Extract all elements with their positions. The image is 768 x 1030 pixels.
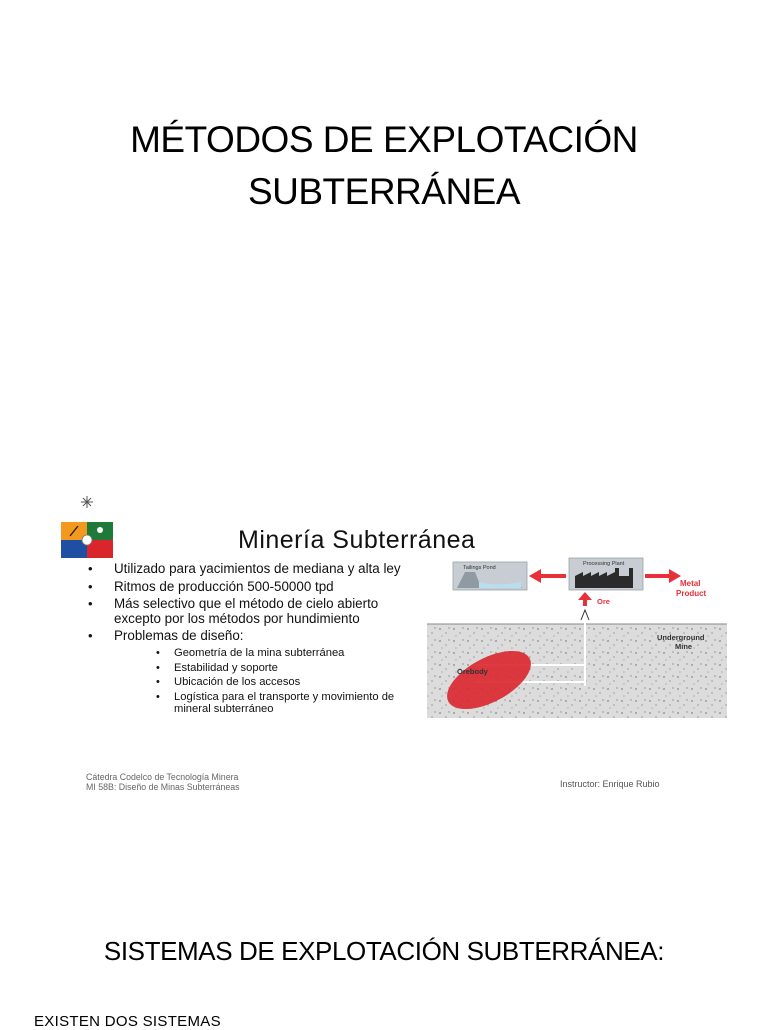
arrow-to-tailings xyxy=(529,569,566,583)
slide-bullet-list xyxy=(86,562,416,718)
orebody-label: Orebody xyxy=(457,667,488,676)
list-item: • Problemas de diseño: xyxy=(86,629,416,644)
slide-image xyxy=(58,492,738,802)
slide-footer-instructor: Instructor: Enrique Rubio xyxy=(560,779,660,789)
footer-line: MI 58B: Diseño de Minas Subterráneas xyxy=(86,782,240,792)
mine-label-2: Mine xyxy=(675,642,693,651)
list-item: • Utilizado para yacimientos de mediana y alta ley xyxy=(86,562,416,577)
mine-label-1: Underground xyxy=(657,633,705,642)
slide-title: Minería Subterránea xyxy=(238,526,476,554)
metal-label-1: Metal xyxy=(680,579,701,588)
plant-label: Processing Plant xyxy=(583,561,625,567)
footer-line: Cátedra Codelco de Tecnología Minera xyxy=(86,772,239,782)
arrow-ore-up xyxy=(578,592,592,606)
list-item: • Ritmos de producción 500-50000 tpd xyxy=(86,580,416,595)
tailings-label: Tailings Pond xyxy=(463,565,496,571)
sub-list-item: • Estabilidad y soporte xyxy=(86,662,416,675)
sub-list-item: • Geometría de la mina subterránea xyxy=(86,647,416,660)
arrow-to-metal xyxy=(645,569,681,583)
section-heading: SISTEMAS DE EXPLOTACIÓN SUBTERRÁNEA: xyxy=(103,936,665,966)
list-item: • Más selectivo que el método de cielo abierto excepto por los métodos por hundimiento xyxy=(86,597,416,626)
sub-list-item: • Ubicación de los accesos xyxy=(86,676,416,689)
metal-label-2: Product xyxy=(676,589,707,598)
university-logo-icon xyxy=(60,494,114,560)
ore-label: Ore xyxy=(597,597,610,606)
body-text-truncated: EXISTEN DOS SISTEMAS xyxy=(34,1013,221,1030)
title-line-1: MÉTODOS DE EXPLOTACIÓN xyxy=(130,119,638,160)
title-line-2: SUBTERRÁNEA xyxy=(247,171,521,212)
slide-footer-course xyxy=(86,772,240,792)
document-title xyxy=(0,114,768,218)
underground-mine-diagram xyxy=(423,554,738,724)
sub-list-item: • Logística para el transporte y movimiento de mineral subterráneo xyxy=(86,691,416,716)
